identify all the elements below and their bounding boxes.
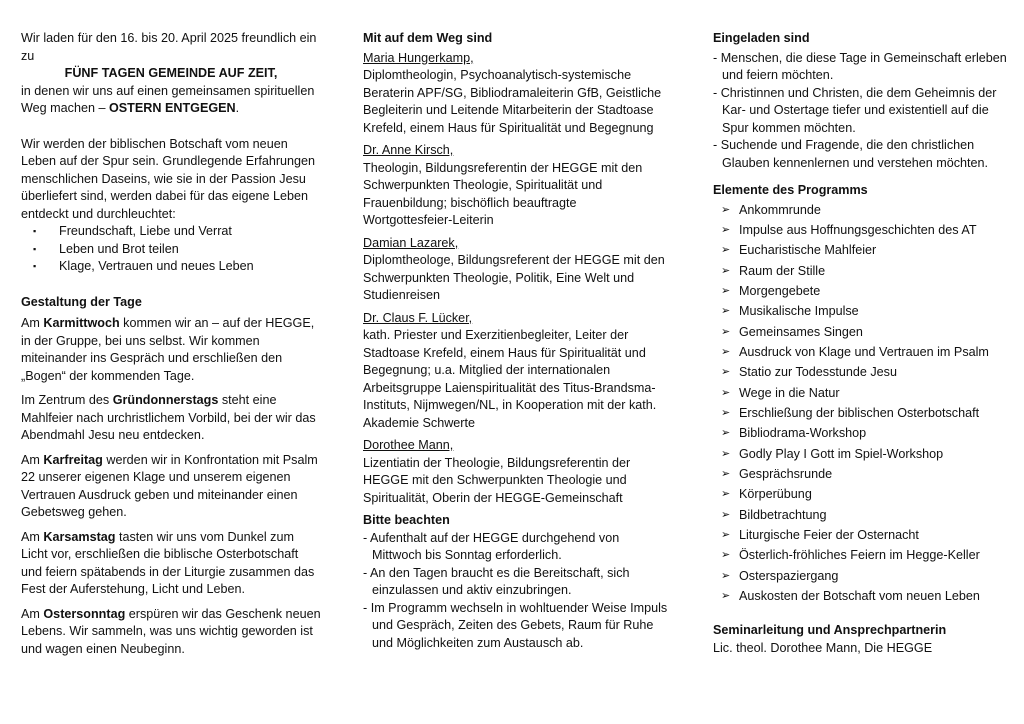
program-item: ➢ Bibliodrama-Workshop xyxy=(721,423,1013,443)
team-member xyxy=(363,310,668,433)
column-left xyxy=(21,30,321,665)
program-item: ➢ Wege in die Natur xyxy=(721,383,1013,403)
program-item: ➢ Auskosten der Botschaft vom neuen Leben xyxy=(721,586,1013,606)
note-item: - Aufenthalt auf der HEGGE durchgehend von Mittwoch bis Sonntag erforderlich. xyxy=(363,530,620,562)
day-text: steht eine Mahlfeier nach urchristlichem Vorbild, bei der wir das Abendmahl Jesu neu entdecken. xyxy=(21,393,316,442)
day-paragraph xyxy=(21,452,321,522)
program-item: ➢ Morgengebete xyxy=(721,281,1013,301)
contact-heading: Seminarleitung und Ansprechpartnerin xyxy=(713,623,947,638)
event-title: FÜNF TAGEN GEMEINDE AUF ZEIT, xyxy=(64,66,278,80)
day-prefix: Im Zentrum des xyxy=(21,393,113,407)
day-paragraph xyxy=(21,529,321,599)
program-item: ➢ Impulse aus Hoffnungsgeschichten des AT xyxy=(721,220,1013,240)
theme-item: ▪ Klage, Vertrauen und neues Leben xyxy=(33,258,321,276)
days-heading: Gestaltung der Tage xyxy=(21,294,142,309)
program-item: ➢ Österlich-fröhliches Feiern im Hegge-Keller xyxy=(721,545,1013,565)
team-list xyxy=(363,50,668,508)
member-name: Dr. Claus F. Lücker, xyxy=(363,310,473,325)
invited-item: - Christinnen und Christen, die dem Geheimnis der Kar- und Ostertage tiefer und existentiell auf die Spur kommen möchten. xyxy=(713,85,997,135)
member-description: Diplomtheologin, Psychoanalytisch-systemische Beraterin APF/SG, Bibliodramaleiterin GfB, Geistliche Begleiterin und Leitende Mitarbeiterin der Stadtoase Krefeld, einem Haus für Spiritualität und Begegnung xyxy=(363,68,662,135)
member-description: Lizentiatin der Theologie, Bildungsreferentin der HEGGE mit den Schwerpunkten Theologie und Spiritualität, Oberin der HEGGE-Gemeinschaft xyxy=(363,455,631,505)
team-member xyxy=(363,437,668,507)
team-member xyxy=(363,142,668,230)
program-list xyxy=(713,200,1013,607)
team-heading: Mit auf dem Weg sind xyxy=(363,31,493,45)
member-name: Dr. Anne Kirsch, xyxy=(363,143,454,157)
theme-list xyxy=(21,223,321,276)
program-item: ➢ Körperübung xyxy=(721,484,1013,504)
invited-item: - Menschen, die diese Tage in Gemeinschaft erleben und feiern möchten. xyxy=(713,50,1007,82)
program-item: ➢ Bildbetrachtung xyxy=(721,505,1013,525)
day-text: werden wir in Konfrontation mit Psalm 22 unserer eigenen Klage und unserem eigenen Vertrauen Ausdruck geben und miteinander einen Gebetsweg gehen. xyxy=(21,452,318,519)
member-name: Maria Hungerkamp, xyxy=(363,50,474,65)
program-item: ➢ Ausdruck von Klage und Vertrauen im Psalm xyxy=(721,342,1013,362)
program-heading: Elemente des Programms xyxy=(713,183,868,197)
note-item: - An den Tagen braucht es die Bereitschaft, sich einzulassen und aktiv einzubringen. xyxy=(363,565,630,597)
program-item: ➢ Ankommrunde xyxy=(721,200,1013,220)
member-name: Damian Lazarek, xyxy=(363,235,459,250)
program-item: ➢ Raum der Stille xyxy=(721,261,1013,281)
description-paragraph: Wir werden der biblischen Botschaft vom neuen Leben auf der Spur sein. Grundlegende Erfahrungen menschlichen Daseins, wie sie in der Passion Jesu überliefert sind, werden dabei für das eigene Leben entdeckt und durchleuchtet: xyxy=(21,136,316,221)
days-list xyxy=(21,315,321,658)
member-description: Theologin, Bildungsreferentin der HEGGE mit den Schwerpunkten Theologie, Spiritualität und Frauenbildung; bischöflich beauftragte Wortgottesfeier-Leiterin xyxy=(363,160,643,227)
member-name: Dorothee Mann, xyxy=(363,438,454,452)
day-text: erspüren wir das Geschenk neuen Lebens. Wir sammeln, was uns wichtig geworden ist und wagen einen Neubeginn. xyxy=(21,606,321,656)
invited-list xyxy=(713,50,1013,173)
program-item: ➢ Osterspaziergang xyxy=(721,566,1013,586)
program-item: ➢ Statio zur Todesstunde Jesu xyxy=(721,362,1013,382)
column-right xyxy=(713,30,1013,657)
day-name: Ostersonntag xyxy=(43,606,126,621)
day-name: Karfreitag xyxy=(43,452,103,467)
program-item: ➢ Erschließung der biblischen Osterbotschaft xyxy=(721,403,1013,423)
program-item: ➢ Musikalische Impulse xyxy=(721,301,1013,321)
team-member xyxy=(363,235,668,305)
theme-item: ▪ Leben und Brot teilen xyxy=(33,241,321,259)
contact-text: Lic. theol. Dorothee Mann, Die HEGGE xyxy=(713,640,933,655)
day-text: tasten wir uns vom Dunkel zum Licht vor, erschließen die biblische Osterbotschaft und feiern spätabends in der Liturgie zusammen das Fest der Auferstehung, Licht und Leben. xyxy=(21,529,315,596)
member-description: kath. Priester und Exerzitienbegleiter, Leiter der Stadtoase Krefeld, einem Haus für Spiritualität und Begegnung; u.a. Mitglied der internationalen Arbeitsgruppe Laienspiritualität des Titus-Brandsma-Instituts, Nijmwegen/NL, in Kooperation mit der kath. Akademie Schwerte xyxy=(363,328,657,430)
day-paragraph xyxy=(21,606,321,659)
day-text: kommen wir an – auf der HEGGE, in der Gruppe, bei uns selbst. Wir kommen miteinander ins Gespräch und erschließen den „Bogen“ der kommenden Tage. xyxy=(21,316,315,383)
day-name: Karsamstag xyxy=(43,529,116,544)
team-member xyxy=(363,50,668,138)
member-description: Diplomtheologe, Bildungsreferent der HEGGE mit den Schwerpunkten Theologie, Politik, Eine Welt und Studienreisen xyxy=(363,253,665,302)
program-item: ➢ Liturgische Feier der Osternacht xyxy=(721,525,1013,545)
program-item: ➢ Gemeinsames Singen xyxy=(721,322,1013,342)
day-prefix: Am xyxy=(21,452,44,467)
day-paragraph xyxy=(21,315,321,385)
theme-item: ▪ Freundschaft, Liebe und Verrat xyxy=(33,223,321,241)
notes-list xyxy=(363,530,668,653)
day-prefix: Am xyxy=(21,529,44,544)
program-item: ➢ Gesprächsrunde xyxy=(721,464,1013,484)
day-paragraph xyxy=(21,392,321,445)
intro-text: Wir laden für den 16. bis 20. April 2025 freundlich ein zu xyxy=(21,31,317,63)
notes-heading: Bitte beachten xyxy=(363,513,450,527)
intro-continued: in denen wir uns auf einen gemeinsamen spirituellen Weg machen – OSTERN ENTGEGEN. xyxy=(21,83,315,115)
day-prefix: Am xyxy=(21,316,44,330)
program-item: ➢ Eucharistische Mahlfeier xyxy=(721,240,1013,260)
day-name: Karmittwoch xyxy=(43,316,120,330)
column-middle xyxy=(363,30,668,652)
day-prefix: Am xyxy=(21,606,44,621)
invited-heading: Eingeladen sind xyxy=(713,31,810,45)
program-item: ➢ Godly Play I Gott im Spiel-Workshop xyxy=(721,444,1013,464)
day-name: Gründonnerstags xyxy=(112,393,219,407)
note-item: - Im Programm wechseln in wohltuender Weise Impuls und Gespräch, Zeiten des Gebets, Raum für Ruhe und Möglichkeiten zum Austausch ab. xyxy=(363,600,668,650)
invited-item: - Suchende und Fragende, die den christlichen Glauben kennenlernen und verstehen möchten. xyxy=(713,138,989,170)
